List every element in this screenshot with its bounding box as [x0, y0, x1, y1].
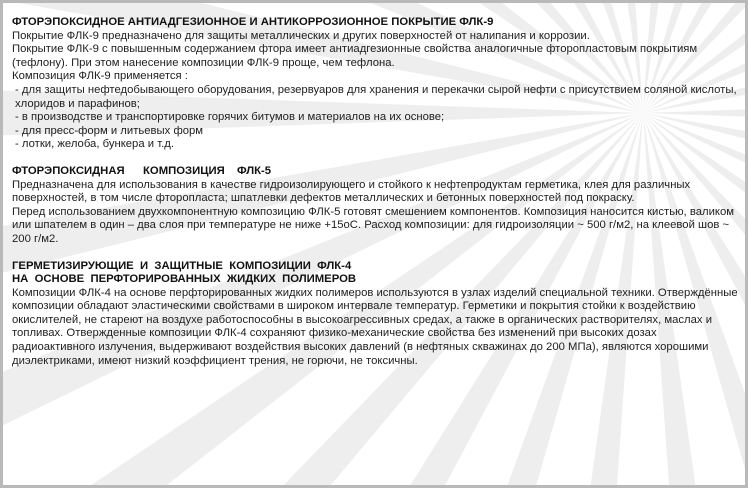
section-title-line-2: НА ОСНОВЕ ПЕРФТОРИРОВАННЫХ ЖИДКИХ ПОЛИМЕРОВ [12, 273, 357, 286]
paragraph: Покрытие ФЛК-9 с повышенным содержанием фтора имеет антиадгезионные свойства аналогичные фторопластовым покрытиям (тефлону). При этом нанесение композиции ФЛК-9 проще, чем тефлона. [12, 43, 698, 69]
section-title-line-1: ГЕРМЕТИЗИРУЮЩИЕ И ЗАЩИТНЫЕ КОМПОЗИЦИИ ФЛК-4 [12, 259, 352, 272]
paragraph: Композиция ФЛК-9 применяется : [12, 70, 188, 83]
section-flk9 [12, 16, 740, 152]
list-item: - в производстве и транспортировке горячих битумов и материалов на их основе; [15, 111, 445, 124]
paragraph: Перед использованием двухкомпонентную композицию ФЛК-5 готовят смешением компонентов. Композиция наносится кистью, валиком или шпателем в один – два слоя при температуре не ниже +15оС. Расход композиции: для гидроизоляции ~ 500 г/м2, на клеевой шов ~ 200 г/м2. [12, 205, 735, 245]
section-flk4 [12, 260, 740, 369]
section-flk5 [12, 165, 740, 247]
list-item: - лотки, желоба, бункера и т.д. [15, 138, 174, 151]
document-content [12, 16, 740, 381]
list-item: - для защиты нефтедобывающего оборудования, резервуаров для хранения и перекачки сырой нефти с присутствием соляной кислоты, хлоридов и парафинов; [15, 83, 737, 110]
section-title: ФТОРЭПОКСИДНОЕ АНТИАДГЕЗИОННОЕ И АНТИКОРРОЗИОННОЕ ПОКРЫТИЕ ФЛК-9 [12, 16, 494, 28]
paragraph: Покрытие ФЛК-9 предназначено для защиты металлических и других поверхностей от налипания и коррозии. [12, 29, 590, 42]
paragraph: Композиции ФЛК-4 на основе перфторированных жидких полимеров используются в узлах изделий специальной техники. Отверждённые композиции обладают эластическими свойствами в широком интервале температур. Герметики и покрытия стойки к воздействию окислителей, не стареют на воздухе работоспособны в высокоагрессивных средах, а также в органических растворителях, маслах и топливах. Отвержденные композиции ФЛК-4 сохраняют физико-механические свойства без изменений при высоких дозах радиоактивного излучения, выдерживают воздействия высоких давлений (в нефтяных скважинах до 200 МПа), являются хорошими диэлектриками, имеют низкий коэффициент трения, не горючи, не токсичны. [12, 286, 738, 367]
list-item: - для пресс-форм и литьевых форм [15, 124, 204, 137]
paragraph: Предназначена для использования в качестве гидроизолирующего и стойкого к нефтепродуктам герметика, клея для различных поверхностей, в том числе фторопласта; шпатлевки дефектов металлических и бетонных поверхностей под покраску. [12, 178, 691, 205]
section-title: ФТОРЭПОКСИДНАЯ КОМПОЗИЦИЯ ФЛК-5 [12, 164, 272, 177]
